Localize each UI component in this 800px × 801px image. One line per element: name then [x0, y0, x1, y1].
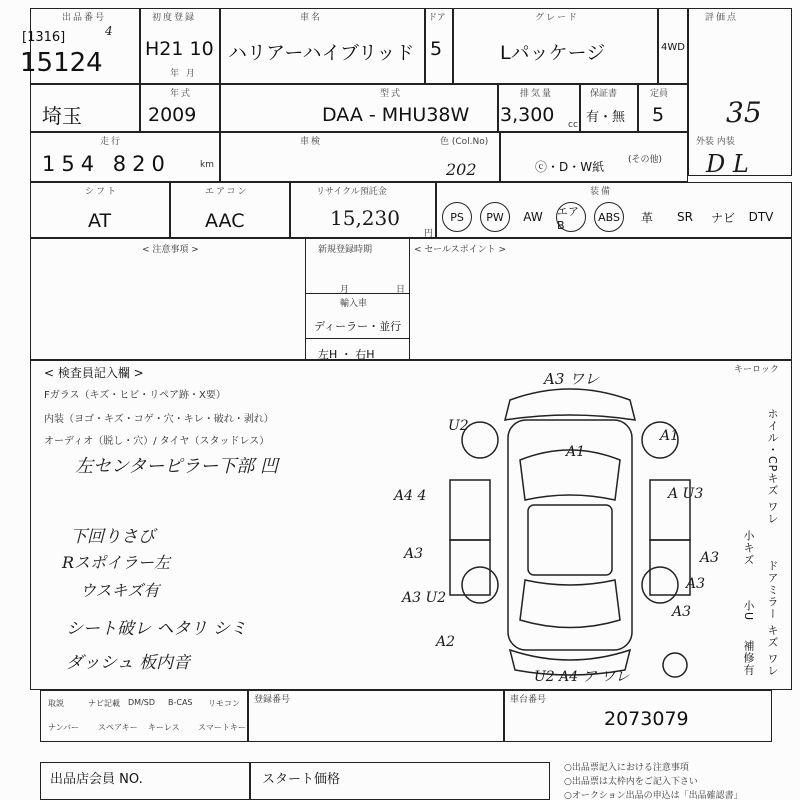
- displacement-label: 排気量: [520, 89, 554, 99]
- score-label: 評価点: [705, 13, 739, 23]
- grade-label: グレード: [535, 13, 580, 23]
- repair-label: 補修有: [742, 640, 755, 676]
- mark-a1-right: A1: [660, 428, 680, 444]
- notes-box: [30, 238, 792, 360]
- color-no: 202: [446, 160, 477, 179]
- equipment-item: ABS: [594, 202, 624, 232]
- small-u-label: 小U: [742, 600, 755, 622]
- footer-note-c: ○オークション出品の申込は「出品確認書」: [564, 791, 743, 801]
- mark-u2-top: U2: [448, 418, 469, 434]
- handle-label: 左H ・ 右H: [318, 348, 375, 361]
- equipment-label: 装備: [590, 187, 613, 197]
- equipment-item: 革: [640, 210, 653, 225]
- model-year: 2009: [148, 104, 197, 126]
- serial: 2073079: [604, 708, 689, 730]
- dealer-label: ディーラー・並行: [314, 320, 402, 333]
- f-glass-label: Fガラス（キズ・ヒビ・リペア跡・X要）: [44, 390, 226, 401]
- vin-label: 車検: [300, 137, 323, 147]
- mark-bottom: U2 A4 ア ワレ: [534, 669, 630, 685]
- warranty-value: 有・無: [586, 110, 626, 125]
- dealer-line: [305, 338, 410, 339]
- equipment-item: AW: [523, 210, 543, 224]
- month-label: 月: [340, 285, 350, 295]
- recycle-label: リサイクル預託金: [316, 187, 387, 197]
- equip-label-2: スペアキー: [98, 723, 138, 732]
- equipment-item: SR: [677, 210, 693, 224]
- mark-a3-left: A3: [404, 546, 424, 562]
- year-month-label: 年 月: [170, 69, 197, 79]
- shift-label: シフト: [85, 187, 119, 197]
- capacity-label: 定員: [650, 89, 669, 99]
- key-label: キーロック: [734, 365, 779, 375]
- lot-ref: [1316]: [22, 30, 66, 45]
- inspector-label: < 検査員記入欄 >: [44, 366, 144, 380]
- import-line: [305, 293, 410, 294]
- inspector-note-4: ウスキズ有: [80, 581, 160, 600]
- interior-label: 内装（ヨゴ・キズ・コゲ・穴・キレ・破れ・剥れ）: [44, 414, 274, 425]
- mileage-unit: km: [200, 160, 214, 170]
- equipment-item: ナビ: [710, 210, 735, 225]
- footer-note-a: ○出品票記入における注意事項: [564, 763, 689, 773]
- equipment-item: PW: [480, 202, 510, 232]
- interior-grade-label: 外装 内装: [696, 137, 735, 147]
- door-label: ドア: [428, 13, 446, 23]
- car-name-label: 車名: [300, 13, 323, 23]
- start-label: スタート価格: [262, 772, 341, 787]
- equip-label-2: ナンバー: [48, 723, 80, 732]
- inspector-note-1: 左センターピラー下部 凹: [75, 456, 279, 477]
- ac: AAC: [205, 210, 245, 232]
- color-other: (その他): [628, 155, 663, 165]
- equip-label: リモコン: [208, 699, 240, 708]
- mark-a3-right3: A3: [672, 604, 692, 620]
- wheel-label: ホイル・CPキズ ワレ: [766, 408, 779, 525]
- equip-label: 取説: [48, 699, 64, 708]
- serial-label: 車台番号: [510, 695, 547, 705]
- first-reg-label: 初度登録: [152, 13, 197, 23]
- interior-grade: D L: [706, 150, 749, 178]
- mark-au3-right: A U3: [668, 486, 704, 502]
- shift: AT: [88, 210, 112, 232]
- inspector-note-3: Rスポイラー左: [62, 553, 171, 572]
- equip-label-2: スマートキー: [198, 723, 246, 732]
- recycle: 15,230: [330, 206, 400, 230]
- doors: 5: [430, 38, 443, 60]
- equip-label: DM/SD: [128, 698, 155, 707]
- lot-extra: 4: [105, 24, 113, 38]
- caution-label: < 注意事項 >: [142, 245, 199, 255]
- score: 35: [726, 96, 762, 129]
- car-diagram: [440, 380, 700, 680]
- mileage: 154 820: [42, 152, 171, 176]
- warranty-label: 保証書: [590, 89, 618, 99]
- mark-a3u2-left: A3 U2: [402, 590, 447, 606]
- mileage-label: 走行: [100, 137, 123, 147]
- sales-point-label: < セールスポイント >: [414, 245, 506, 255]
- capacity: 5: [652, 104, 665, 126]
- mark-a3-right1: A3: [700, 550, 720, 566]
- mark-a3-top: A3 ワレ: [544, 370, 600, 388]
- type-value: DAA - MHU38W: [322, 104, 470, 126]
- audio-label: オーディオ（脱し・穴）/ タイヤ（スタッドレス）: [44, 436, 270, 447]
- grade: Lパッケージ: [500, 42, 606, 64]
- mark-a4-left: A4 4: [394, 488, 427, 504]
- displacement: 3,300: [500, 104, 555, 126]
- lot-number: 15124: [20, 48, 103, 78]
- small-scratch-label: 小キズ: [742, 530, 755, 566]
- mark-a3-right2: A3: [686, 576, 706, 592]
- shaken-label: 新規登録時期: [318, 245, 373, 255]
- inspector-note-5: シート破レ ヘタリ シミ: [66, 619, 247, 639]
- ac-label: エアコン: [205, 187, 249, 197]
- mirror-label: ドアミラー キズ ワレ: [766, 560, 779, 677]
- inspector-note-6: ダッシュ 板内音: [66, 653, 191, 673]
- type-label: 型式: [380, 89, 403, 99]
- colno-label: 色 (Col.No): [440, 137, 489, 147]
- equipment-item: PS: [442, 202, 472, 232]
- equip-label-2: キーレス: [148, 723, 180, 732]
- equip-label: ナビ記載: [88, 699, 120, 708]
- footer-note-b: ○出品票は太枠内をご記入下さい: [564, 777, 698, 787]
- member-label: 出品店会員 NO.: [50, 772, 143, 787]
- reg-label: 登録番号: [254, 695, 291, 705]
- lot-label: 出品番号: [62, 13, 107, 23]
- import-label: 輸入車: [340, 299, 368, 309]
- region: 埼玉: [42, 104, 82, 128]
- cc-unit: cc: [568, 120, 578, 130]
- inspector-note-2: 下回りさび: [70, 527, 155, 547]
- day-label: 日: [396, 285, 406, 295]
- equip-label: B-CAS: [168, 698, 193, 707]
- color-options: ⓒ・D・W紙: [535, 160, 605, 174]
- car-name: ハリアーハイブリッド: [228, 42, 415, 64]
- drive: 4WD: [661, 42, 685, 53]
- equipment-item: DTV: [748, 210, 774, 224]
- yen-unit: 円: [424, 229, 434, 239]
- first-reg-value: H21 10: [145, 38, 214, 60]
- model-year-label: 年式: [170, 89, 193, 99]
- mark-a2-left: A2: [436, 634, 456, 650]
- equipment-item: エアB: [556, 202, 586, 232]
- mark-a1-center: A1: [566, 444, 586, 460]
